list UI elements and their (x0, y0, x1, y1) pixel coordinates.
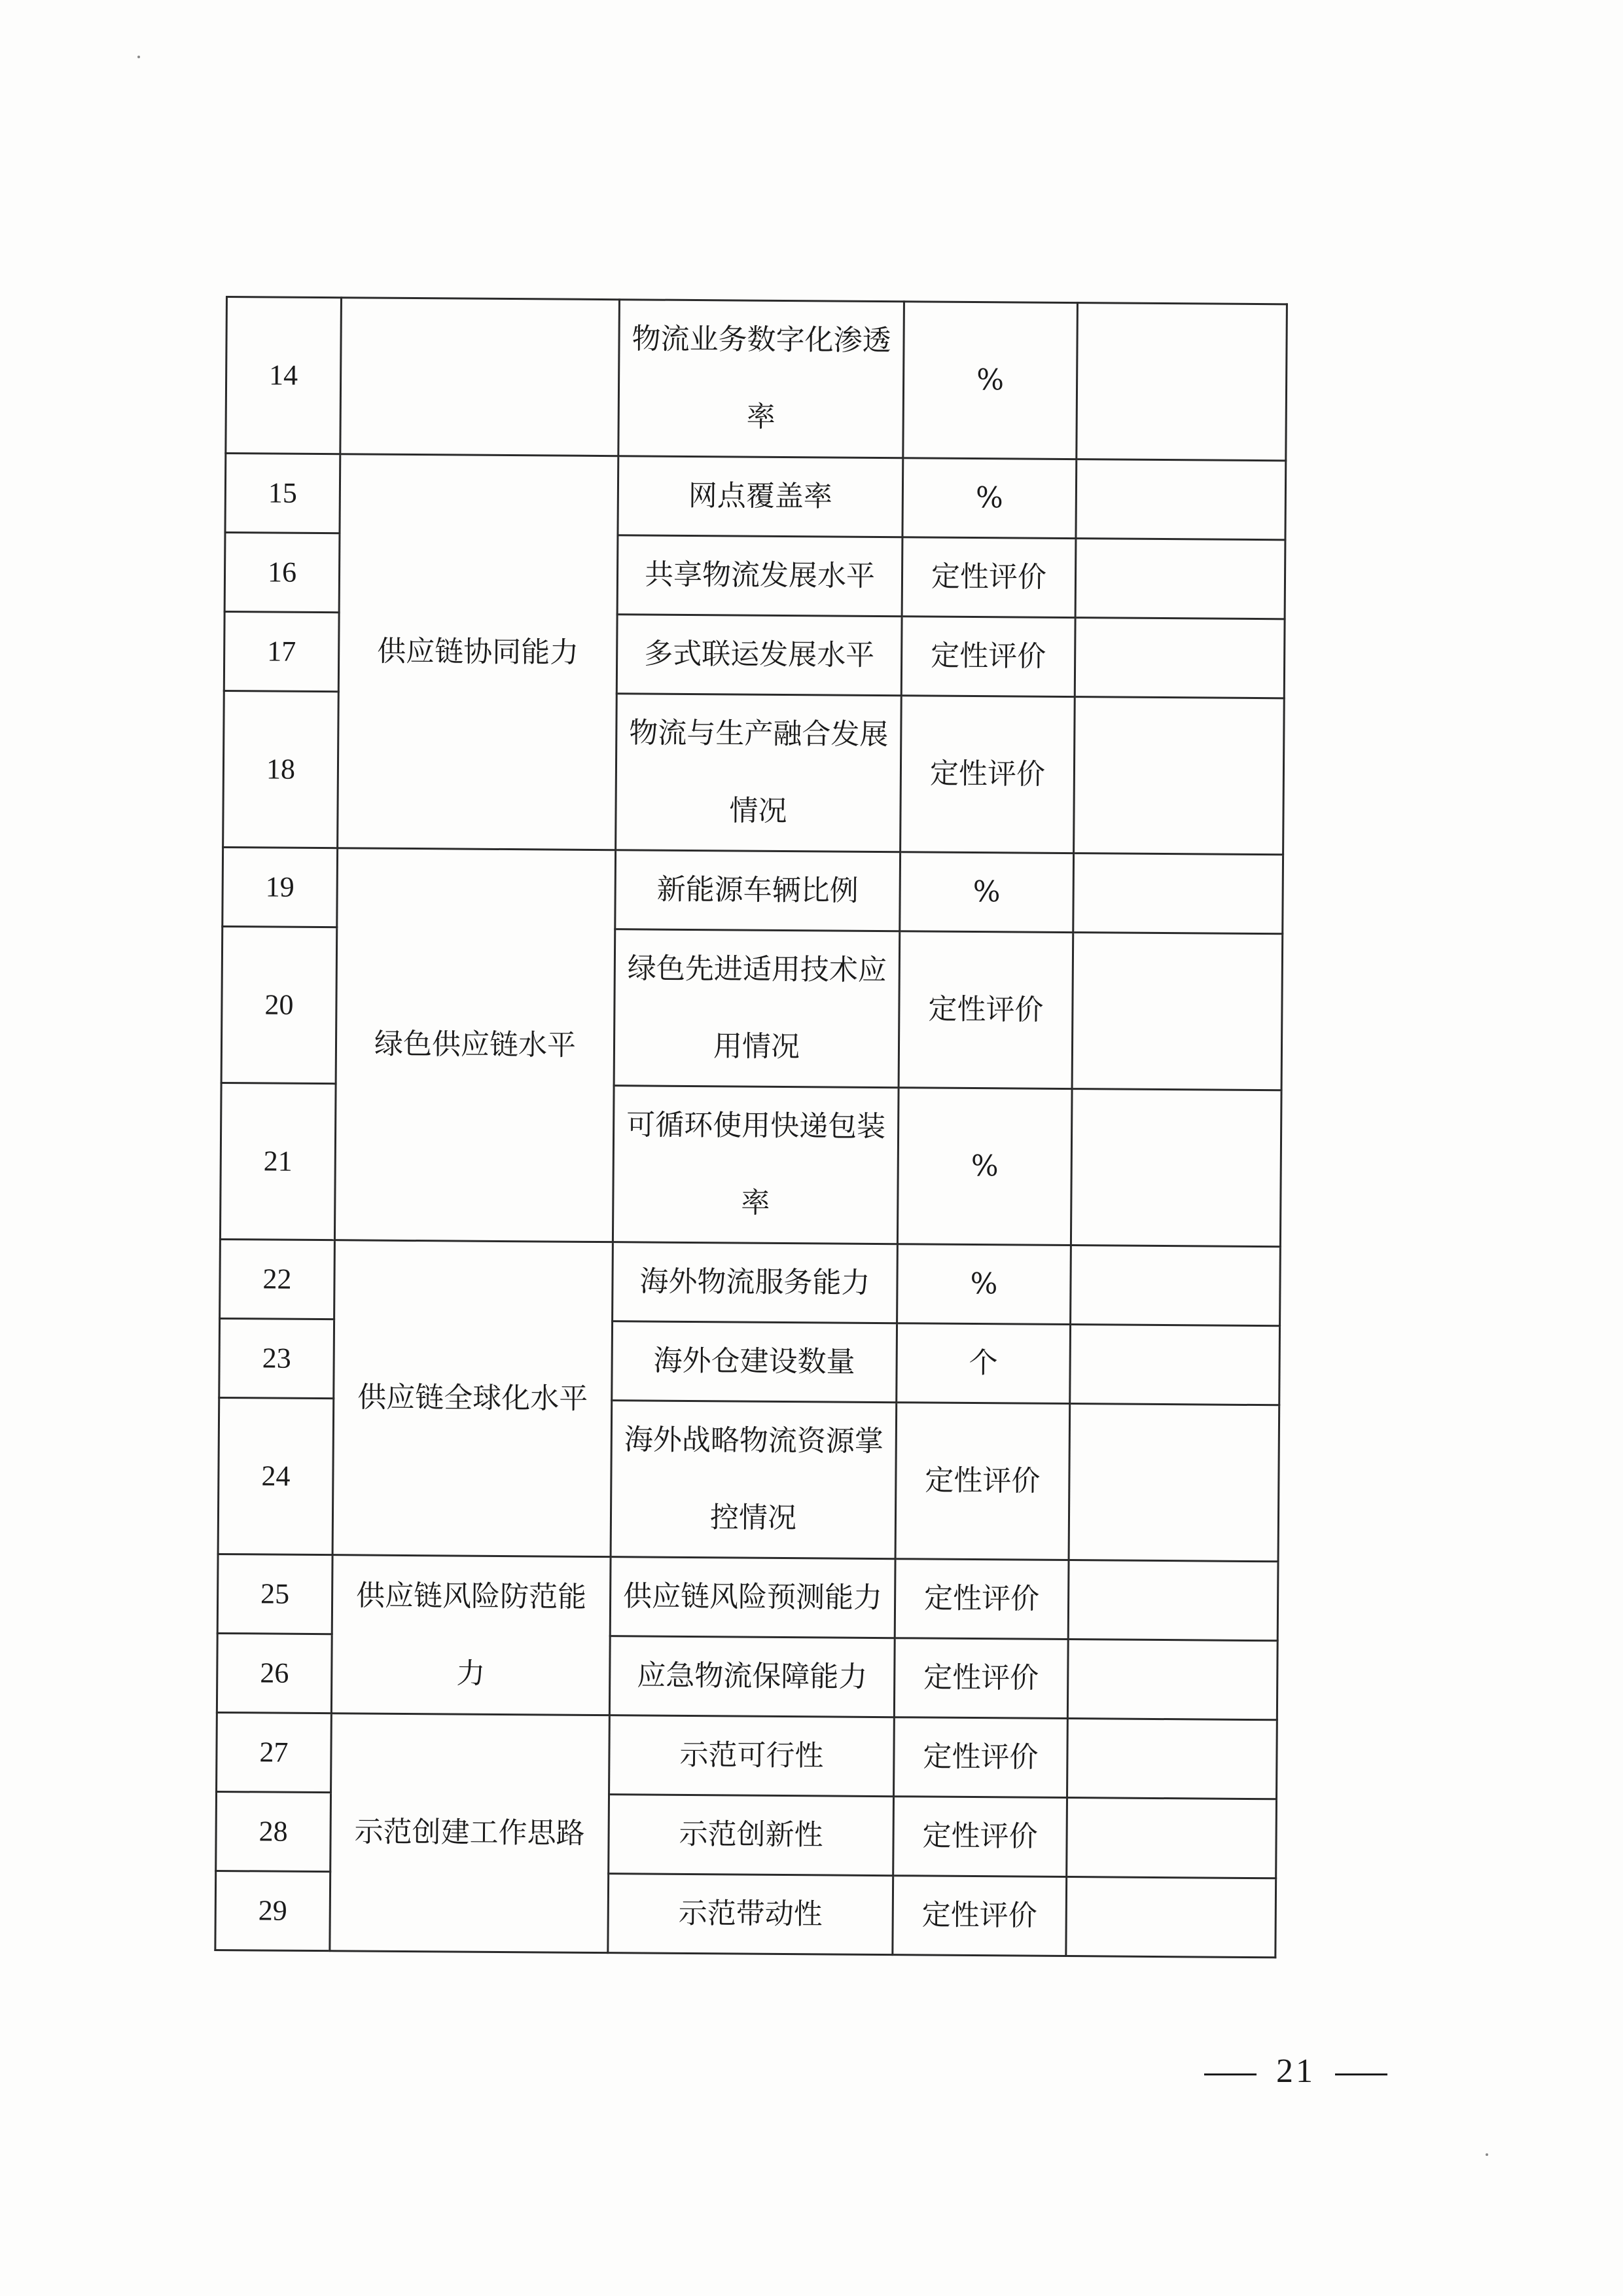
notes-cell (1075, 618, 1285, 698)
indicator-cell: 应急物流保障能力 (609, 1636, 895, 1717)
row-number: 24 (218, 1397, 334, 1554)
table-row (217, 1554, 1278, 1640)
table-row (217, 1712, 1277, 1799)
page-number-dash-left (1204, 2073, 1257, 2075)
unit-cell: 定性评价 (893, 1876, 1067, 1956)
indicator-cell: 共享物流发展水平 (617, 535, 902, 617)
row-number: 29 (215, 1871, 330, 1950)
indicator-cell: 新能源车辆比例 (615, 850, 901, 931)
notes-cell (1067, 1640, 1277, 1720)
row-number: 26 (217, 1633, 332, 1713)
notes-cell (1068, 1560, 1278, 1641)
unit-cell: % (900, 852, 1074, 933)
indicator-cell: 网点覆盖率 (618, 456, 903, 537)
notes-cell (1069, 1404, 1279, 1562)
notes-cell (1071, 1246, 1281, 1326)
notes-cell (1067, 1719, 1277, 1799)
notes-cell (1077, 303, 1287, 461)
notes-cell (1075, 539, 1285, 619)
row-number: 25 (217, 1554, 332, 1634)
indicator-cell: 绿色先进适用技术应用情况 (614, 929, 900, 1088)
unit-cell: 定性评价 (894, 1638, 1068, 1719)
notes-cell (1071, 1089, 1281, 1247)
row-number: 18 (223, 691, 339, 848)
row-number: 16 (224, 533, 340, 613)
indicator-cell: 示范带动性 (608, 1874, 893, 1955)
row-number: 19 (223, 847, 338, 927)
scan-speck (1486, 2153, 1488, 2156)
unit-cell: 定性评价 (899, 931, 1073, 1089)
table-row (225, 454, 1286, 540)
row-number: 21 (220, 1083, 336, 1240)
row-number: 27 (217, 1712, 332, 1792)
indicator-cell: 物流业务数字化渗透率 (618, 300, 904, 458)
unit-cell: 定性评价 (894, 1717, 1068, 1798)
category-cell: 供应链风险防范能力 (331, 1555, 611, 1715)
row-number: 28 (216, 1791, 331, 1871)
unit-cell: 定性评价 (901, 696, 1075, 853)
table-row (223, 847, 1283, 933)
indicator-cell: 可循环使用快递包装率 (613, 1086, 899, 1244)
indicator-cell: 海外战略物流资源掌控情况 (611, 1401, 897, 1559)
notes-cell (1070, 1325, 1280, 1405)
unit-cell: 定性评价 (893, 1797, 1067, 1877)
indicator-cell: 示范创新性 (609, 1795, 894, 1876)
table-row (226, 297, 1287, 461)
unit-cell: % (897, 1244, 1071, 1325)
notes-cell (1074, 697, 1285, 855)
row-number: 23 (219, 1318, 334, 1398)
indicator-cell: 多式联运发展水平 (616, 615, 902, 696)
category-cell: 示范创建工作思路 (330, 1713, 610, 1953)
row-number: 22 (220, 1239, 335, 1319)
unit-cell: 定性评价 (901, 617, 1075, 697)
scan-speck (137, 56, 140, 58)
notes-cell (1072, 933, 1283, 1090)
unit-cell: % (902, 458, 1077, 539)
unit-cell: % (897, 1088, 1072, 1246)
notes-cell (1066, 1877, 1276, 1958)
notes-cell (1067, 1798, 1277, 1878)
indicator-cell: 海外物流服务能力 (613, 1242, 898, 1323)
indicator-cell: 示范可行性 (609, 1715, 895, 1797)
category-cell: 绿色供应链水平 (334, 848, 615, 1242)
row-number: 17 (224, 611, 339, 691)
notes-cell (1073, 853, 1283, 934)
row-number: 14 (226, 297, 342, 454)
page-number-value: 21 (1276, 2053, 1315, 2090)
indicator-cell: 海外仓建设数量 (612, 1321, 897, 1403)
row-number: 20 (221, 926, 337, 1083)
unit-cell: 定性评价 (895, 1403, 1070, 1560)
page-number-dash-right (1335, 2073, 1387, 2075)
indicator-cell: 供应链风险预测能力 (610, 1557, 895, 1638)
unit-cell: % (903, 302, 1078, 459)
page-number (1185, 2052, 1407, 2090)
unit-cell: 定性评价 (902, 537, 1076, 618)
indicator-cell: 物流与生产融合发展情况 (616, 694, 902, 852)
category-cell: 供应链协同能力 (338, 454, 618, 850)
notes-cell (1076, 459, 1286, 540)
row-number: 15 (225, 454, 340, 533)
unit-cell: 定性评价 (895, 1559, 1069, 1640)
category-cell (340, 298, 620, 456)
indicator-table (214, 296, 1288, 1958)
unit-cell: 个 (897, 1323, 1071, 1404)
table-row (220, 1239, 1281, 1325)
category-cell: 供应链全球化水平 (332, 1240, 613, 1557)
